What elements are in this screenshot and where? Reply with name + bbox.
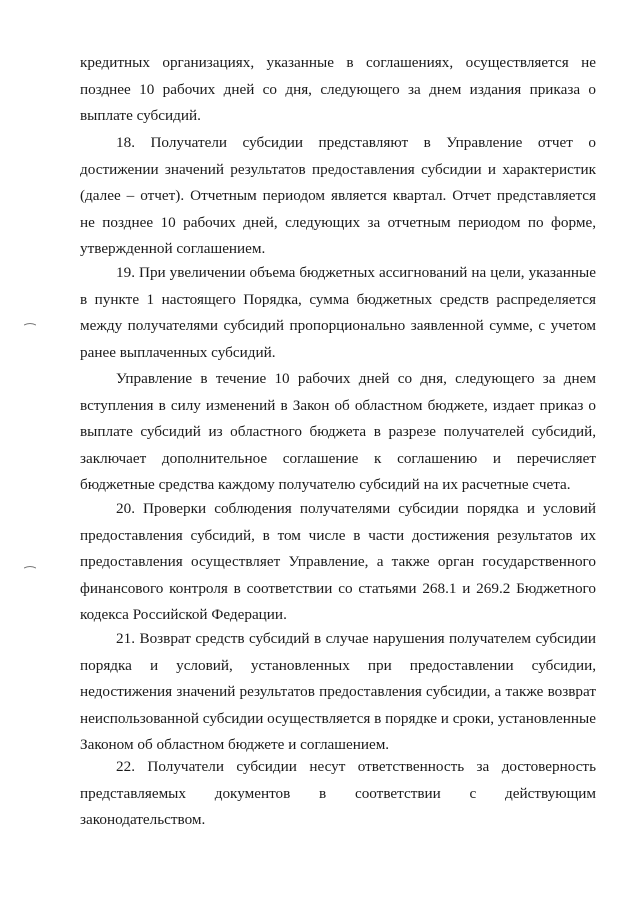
paragraph-19: 19. При увеличении объема бюджетных ассигнований на цели, указанные в пункте 1 настоящего Порядка, сумма бюджетных средств распределяется между получателями субсидий пропорционально заявленной сумме, с учетом ранее выплаченных субсидий. [80, 264, 596, 361]
scan-mark-top [24, 322, 36, 326]
paragraph-22: 22. Получатели субсидии несут ответственность за достоверность представляемых документов в соответствии с действующим законодательством. [80, 758, 596, 829]
paragraph-19-management: Управление в течение 10 рабочих дней со дня, следующего за днем вступления в силу изменений в Закон об областном бюджете, издает приказ о выплате субсидий из областного бюджета в разрезе получателей субсидий, заключает дополнительное соглашение к соглашению и перечисляет бюджетные средства каждому получателю субсидий на их расчетные счета. [80, 370, 596, 494]
paragraph-20: 20. Проверки соблюдения получателями субсидии порядка и условий предоставления субсидий, в том числе в части достижения результатов их предоставления осуществляет Управление, а также орган государственного финансового контроля в соответствии со статьями 268.1 и 269.2 Бюджетного кодекса Российской Федерации. [80, 500, 596, 624]
paragraph-21: 21. Возврат средств субсидий в случае нарушения получателем субсидии порядка и условий, установленных при предоставлении субсидии, недостижения значений результатов предоставления субсидии, а также возврат неиспользованной субсидии осуществляется в порядке и сроки, установленные Законом об областном бюджете и соглашением. [80, 630, 596, 754]
paragraph-18: 18. Получатели субсидии представляют в Управление отчет о достижении значений результатов предоставления субсидии и характеристик (далее – отчет). Отчетным периодом является квартал. Отчет представляется не позднее 10 рабочих дней, следующих за отчетным периодом по форме, утвержденной соглашением. [80, 134, 596, 258]
scan-mark-bottom [24, 565, 36, 569]
paragraph-continuation: кредитных организациях, указанные в соглашениях, осуществляется не позднее 10 рабочих дней со дня, следующего за днем издания приказа о выплате субсидий. [80, 54, 596, 125]
